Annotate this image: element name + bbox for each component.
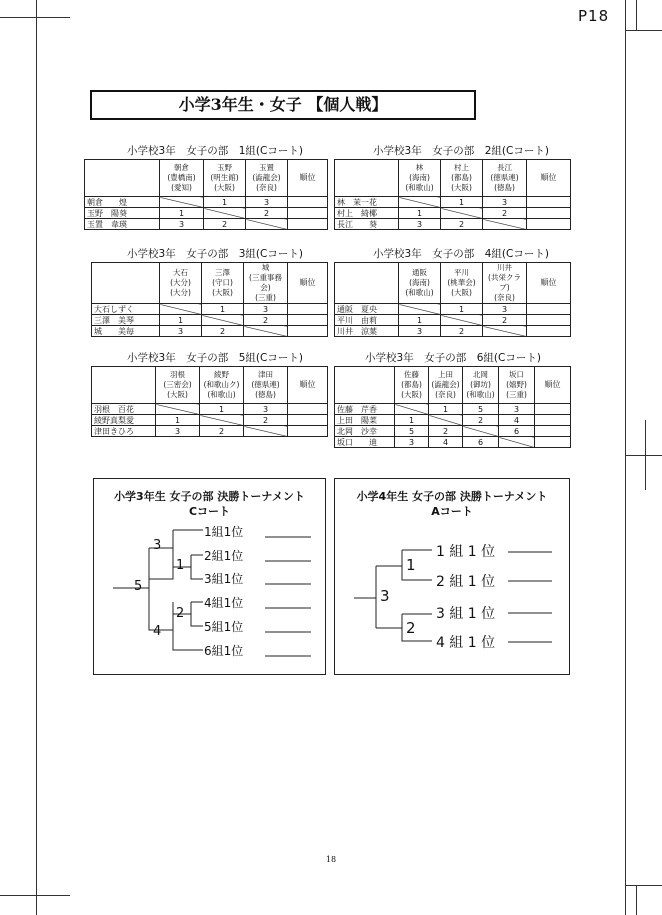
result-cell: 6 bbox=[463, 437, 499, 448]
player-head: 川井 (共栄クラブ) (奈良) bbox=[483, 263, 527, 304]
result-cell: 3 bbox=[160, 219, 204, 230]
match-number: 1 bbox=[176, 558, 185, 573]
crop-mark bbox=[36, 30, 37, 885]
result-cell: 3 bbox=[483, 304, 527, 315]
diagonal-cell bbox=[399, 304, 441, 315]
player-name: 朝倉 煌 bbox=[85, 197, 160, 208]
bracket-c-entry: 4組1位 bbox=[204, 596, 244, 610]
bracket-a-entry: 4 組 1 位 bbox=[436, 635, 496, 651]
rank-cell bbox=[535, 415, 571, 426]
table-row bbox=[335, 208, 571, 219]
result-cell: 1 bbox=[160, 208, 204, 219]
rank-cell bbox=[288, 197, 328, 208]
group-6-table bbox=[334, 366, 571, 448]
group-2-caption: 小学校3年 女子の部 2組(Cコート) bbox=[373, 145, 549, 157]
match-number: 2 bbox=[406, 619, 416, 637]
rank-cell bbox=[527, 197, 571, 208]
diagonal-cell bbox=[244, 326, 288, 337]
result-cell: 2 bbox=[204, 219, 246, 230]
result-cell: 2 bbox=[244, 415, 288, 426]
result-cell: 1 bbox=[429, 404, 463, 415]
player-head: 羽根 (三密会) (大阪) bbox=[156, 367, 200, 404]
rank-cell bbox=[527, 208, 571, 219]
player-name: 三澤 美琴 bbox=[92, 315, 160, 326]
bracket-c-title: 小学3年生 女子の部 決勝トーナメント bbox=[114, 490, 305, 503]
player-name: 川井 涼葉 bbox=[335, 326, 399, 337]
result-cell: 6 bbox=[499, 426, 535, 437]
result-cell: 3 bbox=[399, 219, 441, 230]
bracket-line bbox=[376, 614, 432, 641]
rank-cell bbox=[527, 304, 571, 315]
diagonal-cell bbox=[156, 404, 200, 415]
rank-cell bbox=[288, 415, 328, 426]
rank-header: 順位 bbox=[535, 367, 571, 404]
diagonal-cell bbox=[200, 415, 244, 426]
rank-cell bbox=[527, 326, 571, 337]
diagonal-cell bbox=[399, 197, 441, 208]
player-head: 林 (海南) (和歌山) bbox=[399, 160, 441, 197]
diagonal-cell bbox=[160, 197, 204, 208]
match-number: 1 bbox=[406, 556, 416, 574]
bracket-line bbox=[113, 548, 173, 630]
corner-cell bbox=[335, 367, 395, 404]
rank-cell bbox=[288, 315, 328, 326]
table-row bbox=[92, 304, 328, 315]
result-cell: 2 bbox=[202, 326, 244, 337]
crop-mark bbox=[625, 885, 662, 886]
diagonal-cell bbox=[160, 304, 202, 315]
result-cell: 4 bbox=[499, 415, 535, 426]
corner-cell bbox=[85, 160, 160, 197]
result-cell: 1 bbox=[441, 304, 483, 315]
rank-cell bbox=[288, 404, 328, 415]
player-name: 上田 陽菜 bbox=[335, 415, 395, 426]
player-head: 玉野 (明生館) (大阪) bbox=[204, 160, 246, 197]
table-row bbox=[92, 426, 328, 437]
group-2-table bbox=[334, 159, 571, 230]
result-cell: 3 bbox=[246, 197, 288, 208]
table-row bbox=[85, 197, 328, 208]
player-head: 佐藤 (都島) (大阪) bbox=[395, 367, 429, 404]
rank-cell bbox=[527, 315, 571, 326]
result-cell: 2 bbox=[246, 208, 288, 219]
group-5-table bbox=[91, 366, 328, 437]
crop-mark bbox=[636, 0, 637, 30]
bracket-c-entry: 1組1位 bbox=[204, 525, 244, 539]
result-cell: 1 bbox=[395, 415, 429, 426]
bracket-a-court: Aコート bbox=[431, 505, 473, 518]
player-name: 北岡 沙幸 bbox=[335, 426, 395, 437]
table-row bbox=[335, 426, 571, 437]
bracket-c-court: Cコート bbox=[188, 505, 231, 518]
match-number: 3 bbox=[380, 587, 390, 605]
player-head: 綾野 (和歌山ク) (和歌山) bbox=[200, 367, 244, 404]
player-name: 長江 葵 bbox=[335, 219, 399, 230]
player-name: 玉置 韋瑛 bbox=[85, 219, 160, 230]
group-1-table bbox=[84, 159, 328, 230]
rank-cell bbox=[535, 404, 571, 415]
result-cell: 1 bbox=[202, 304, 244, 315]
result-cell: 1 bbox=[160, 315, 202, 326]
rank-cell bbox=[535, 437, 571, 448]
crop-mark bbox=[625, 30, 626, 885]
player-name: 玉野 陽葵 bbox=[85, 208, 160, 219]
result-cell: 5 bbox=[395, 426, 429, 437]
player-name: 羽根 百花 bbox=[92, 404, 156, 415]
group-3-caption: 小学校3年 女子の部 3組(Cコート) bbox=[127, 248, 303, 260]
player-name: 平川 由莉 bbox=[335, 315, 399, 326]
diagonal-cell bbox=[246, 219, 288, 230]
result-cell: 1 bbox=[156, 415, 200, 426]
table-row bbox=[335, 315, 571, 326]
corner-cell bbox=[335, 263, 399, 304]
rank-header: 順位 bbox=[527, 263, 571, 304]
result-cell: 1 bbox=[441, 197, 483, 208]
result-cell: 3 bbox=[156, 426, 200, 437]
result-cell: 1 bbox=[399, 208, 441, 219]
table-row bbox=[92, 404, 328, 415]
table-row bbox=[335, 415, 571, 426]
result-cell: 1 bbox=[204, 197, 246, 208]
player-head: 大石 (大分) (大分) bbox=[160, 263, 202, 304]
table-row bbox=[335, 219, 571, 230]
diagonal-cell bbox=[429, 415, 463, 426]
result-cell: 2 bbox=[200, 426, 244, 437]
player-name: 林 茉一花 bbox=[335, 197, 399, 208]
result-cell: 5 bbox=[463, 404, 499, 415]
player-name: 大石しずく bbox=[92, 304, 160, 315]
bracket-a-entry: 3 組 1 位 bbox=[436, 606, 496, 622]
corner-cell bbox=[92, 367, 156, 404]
page-title: 小学3年生・女子 【個人戦】 bbox=[90, 90, 476, 120]
rank-header: 順位 bbox=[288, 367, 328, 404]
diagonal-cell bbox=[204, 208, 246, 219]
result-cell: 3 bbox=[483, 197, 527, 208]
player-head: 朝倉 (豊橋南) (愛知) bbox=[160, 160, 204, 197]
player-head: 坂口 (嬉野) (三重) bbox=[499, 367, 535, 404]
match-number: 5 bbox=[134, 579, 143, 594]
result-cell: 3 bbox=[244, 304, 288, 315]
diagonal-cell bbox=[499, 437, 535, 448]
match-number: 4 bbox=[153, 624, 162, 639]
group-6-caption: 小学校3年 女子の部 6組(Cコート) bbox=[365, 352, 541, 364]
result-cell: 2 bbox=[244, 315, 288, 326]
table-row bbox=[335, 326, 571, 337]
result-cell: 1 bbox=[200, 404, 244, 415]
answer-line bbox=[265, 537, 311, 656]
result-cell: 3 bbox=[244, 404, 288, 415]
crop-mark bbox=[625, 0, 626, 30]
bracket-line bbox=[354, 566, 376, 628]
group-3-table bbox=[91, 262, 328, 337]
corner-cell bbox=[335, 160, 399, 197]
crop-mark bbox=[0, 17, 70, 18]
player-head: 津田 (徳県連) (徳島) bbox=[244, 367, 288, 404]
group-4-caption: 小学校3年 女子の部 4組(Cコート) bbox=[373, 248, 549, 260]
result-cell: 2 bbox=[483, 208, 527, 219]
table-row bbox=[92, 415, 328, 426]
match-number: 3 bbox=[153, 538, 162, 553]
rank-header: 順位 bbox=[288, 160, 328, 197]
diagonal-cell bbox=[441, 315, 483, 326]
player-head: 三澤 (守口) (大阪) bbox=[202, 263, 244, 304]
table-row bbox=[85, 208, 328, 219]
table-row bbox=[335, 437, 571, 448]
table-row bbox=[335, 404, 571, 415]
rank-header: 順位 bbox=[288, 263, 328, 304]
result-cell: 2 bbox=[463, 415, 499, 426]
bracket-a-title: 小学4年生 女子の部 決勝トーナメント bbox=[356, 490, 548, 503]
diagonal-cell bbox=[202, 315, 244, 326]
diagonal-cell bbox=[244, 426, 288, 437]
player-name: 村上 綺椰 bbox=[335, 208, 399, 219]
rank-header: 順位 bbox=[527, 160, 571, 197]
diagonal-cell bbox=[463, 426, 499, 437]
crop-mark bbox=[636, 885, 637, 915]
diagonal-cell bbox=[483, 219, 527, 230]
page-label: P18 bbox=[578, 7, 610, 25]
group-1-caption: 小学校3年 女子の部 1組(Cコート) bbox=[127, 145, 303, 157]
bracket-a-entry: 1 組 1 位 bbox=[436, 544, 496, 560]
result-cell: 2 bbox=[441, 219, 483, 230]
rank-cell bbox=[288, 326, 328, 337]
player-head: 通阪 (海南) (和歌山) bbox=[399, 263, 441, 304]
player-name: 綾野真梨愛 bbox=[92, 415, 156, 426]
corner-cell bbox=[92, 263, 160, 304]
bracket-c-entry: 6組1位 bbox=[204, 644, 244, 658]
result-cell: 2 bbox=[429, 426, 463, 437]
table-row bbox=[85, 219, 328, 230]
bracket-c-entry: 3組1位 bbox=[204, 572, 244, 586]
player-head: 城 (三重事務会) (三重) bbox=[244, 263, 288, 304]
result-cell: 3 bbox=[399, 326, 441, 337]
rank-cell bbox=[288, 304, 328, 315]
rank-cell bbox=[527, 219, 571, 230]
rank-cell bbox=[535, 426, 571, 437]
table-row bbox=[335, 304, 571, 315]
diagonal-cell bbox=[483, 326, 527, 337]
crop-mark bbox=[625, 455, 662, 456]
table-row bbox=[92, 326, 328, 337]
result-cell: 2 bbox=[441, 326, 483, 337]
table-row bbox=[335, 197, 571, 208]
group-5-caption: 小学校3年 女子の部 5組(Cコート) bbox=[127, 352, 303, 364]
result-cell: 3 bbox=[160, 326, 202, 337]
crop-mark bbox=[36, 0, 37, 30]
rank-cell bbox=[288, 208, 328, 219]
bracket-c-entry: 5組1位 bbox=[204, 620, 244, 634]
player-head: 北岡 (御坊) (和歌山) bbox=[463, 367, 499, 404]
player-head: 平川 (桃華会) (大阪) bbox=[441, 263, 483, 304]
player-name: 佐藤 芹香 bbox=[335, 404, 395, 415]
rank-cell bbox=[288, 219, 328, 230]
group-4-table bbox=[334, 262, 571, 337]
bracket-line bbox=[376, 550, 432, 580]
player-name: 通阪 夏央 bbox=[335, 304, 399, 315]
footer-page-number: 18 bbox=[325, 855, 337, 864]
answer-line bbox=[508, 552, 552, 642]
rank-cell bbox=[288, 426, 328, 437]
result-cell: 3 bbox=[499, 404, 535, 415]
crop-mark bbox=[36, 885, 37, 915]
table-row bbox=[92, 315, 328, 326]
diagonal-cell bbox=[441, 208, 483, 219]
player-name: 坂口 迪 bbox=[335, 437, 395, 448]
bracket-a-entry: 2 組 1 位 bbox=[436, 574, 496, 590]
crop-mark bbox=[0, 895, 70, 896]
player-head: 上田 (澁龍会) (奈良) bbox=[429, 367, 463, 404]
result-cell: 4 bbox=[429, 437, 463, 448]
bracket-c-entry: 2組1位 bbox=[204, 549, 244, 563]
result-cell: 3 bbox=[395, 437, 429, 448]
player-head: 玉置 (澁龍会) (奈良) bbox=[246, 160, 288, 197]
crop-mark bbox=[625, 885, 626, 915]
result-cell: 1 bbox=[399, 315, 441, 326]
match-number: 2 bbox=[176, 606, 185, 621]
player-head: 村上 (都島) (大阪) bbox=[441, 160, 483, 197]
player-head: 長江 (徳県連) (徳島) bbox=[483, 160, 527, 197]
crop-mark bbox=[625, 30, 662, 31]
diagonal-cell bbox=[395, 404, 429, 415]
player-name: 津田きひろ bbox=[92, 426, 156, 437]
result-cell: 2 bbox=[483, 315, 527, 326]
player-name: 城 美毎 bbox=[92, 326, 160, 337]
